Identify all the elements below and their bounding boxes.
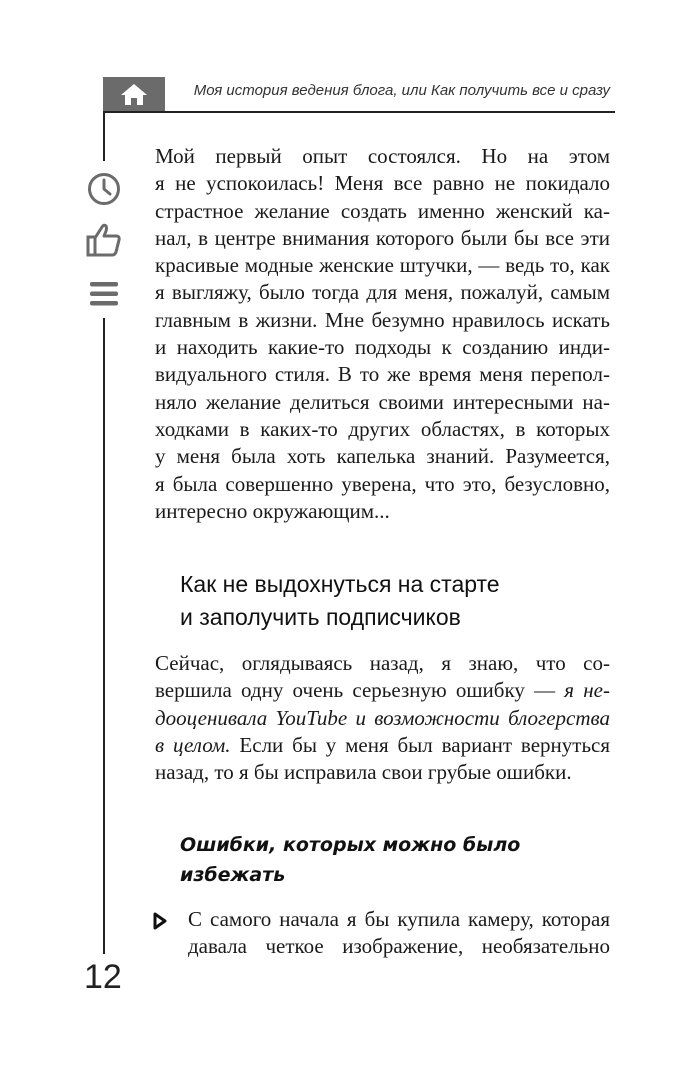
text-italic: я не- xyxy=(564,678,610,703)
sidebar-rule-top xyxy=(103,111,105,161)
text-line: назад, то я бы исправила свои грубые ошибки. xyxy=(155,760,572,785)
text-line xyxy=(155,705,610,732)
menu-icon-container xyxy=(84,280,124,308)
paragraph-2 xyxy=(155,650,610,786)
text-line: Сейчас, оглядываясь назад, я знаю, что со- xyxy=(155,651,610,675)
text-line: красивые модные женские штучки, — ведь то, как xyxy=(155,253,610,278)
thumbs-up-icon xyxy=(85,222,123,258)
menu-icon xyxy=(88,280,120,308)
text-line xyxy=(155,677,610,704)
clock-icon xyxy=(87,172,121,206)
clock-icon-container xyxy=(84,172,124,206)
text-italic: в целом. xyxy=(155,732,231,757)
text-line: нал, в центре внимания которого были бы все эти xyxy=(155,225,610,250)
thumbs-up-icon-container xyxy=(84,222,124,258)
header-divider xyxy=(103,111,615,113)
text-line: и находить какие-то подходы к созданию инди- xyxy=(155,335,610,360)
subsection-heading-line: избежать xyxy=(180,864,286,886)
home-icon xyxy=(119,82,149,106)
text-line: ходками в каких-то других областях, в которых xyxy=(155,416,610,441)
section-heading-line: Как не выдохнуться на старте xyxy=(180,571,500,597)
sidebar-rule-bottom xyxy=(103,318,105,954)
text-line: главным в жизни. Мне безумно нравилось искать xyxy=(155,307,610,332)
page-number: 12 xyxy=(84,958,122,996)
text-line: видуального стиля. В то же время меня перепол- xyxy=(155,362,610,387)
text-line: Мой первый опыт состоялся. Но на этом xyxy=(155,144,610,168)
subsection-heading xyxy=(180,830,610,890)
text-line: я не успокоилась! Меня все равно не покидало xyxy=(155,171,610,196)
bullet-item xyxy=(188,906,610,961)
paragraph-1 xyxy=(155,143,610,525)
section-heading-line: и заполучить подписчиков xyxy=(180,604,461,630)
running-header-title: Моя история ведения блога, или Как получить все и сразу xyxy=(193,82,610,99)
text-line: С самого начала я бы купила камеру, которая xyxy=(188,907,610,931)
text-line: страстное желание создать именно женский ка- xyxy=(155,198,610,223)
play-arrow-icon xyxy=(152,912,168,930)
subsection-heading-line: Ошибки, которых можно было xyxy=(180,834,521,856)
bullet-marker xyxy=(152,912,168,935)
text-line: няло желание делиться своими интересными на- xyxy=(155,389,610,414)
text-normal: Если бы у меня был вариант вернуться xyxy=(230,732,610,757)
home-tab[interactable] xyxy=(103,77,165,111)
text-line: у меня была хоть капелька знаний. Разумеется, xyxy=(155,444,610,469)
text-line xyxy=(155,732,610,759)
text-line: я выгляжу, было тогда для меня, пожалуй, самым xyxy=(155,280,610,305)
section-heading xyxy=(180,568,610,634)
text-line: давала четкое изображение, необязательно xyxy=(188,934,610,959)
text-line: интересно окружающим... xyxy=(155,498,390,523)
text-normal: вершила одну очень серьезную ошибку — xyxy=(155,678,565,703)
text-italic: дооценивала YouTube и возможности блогерства xyxy=(155,705,610,730)
text-line: я была совершенно уверена, что это, безусловно, xyxy=(155,471,610,496)
